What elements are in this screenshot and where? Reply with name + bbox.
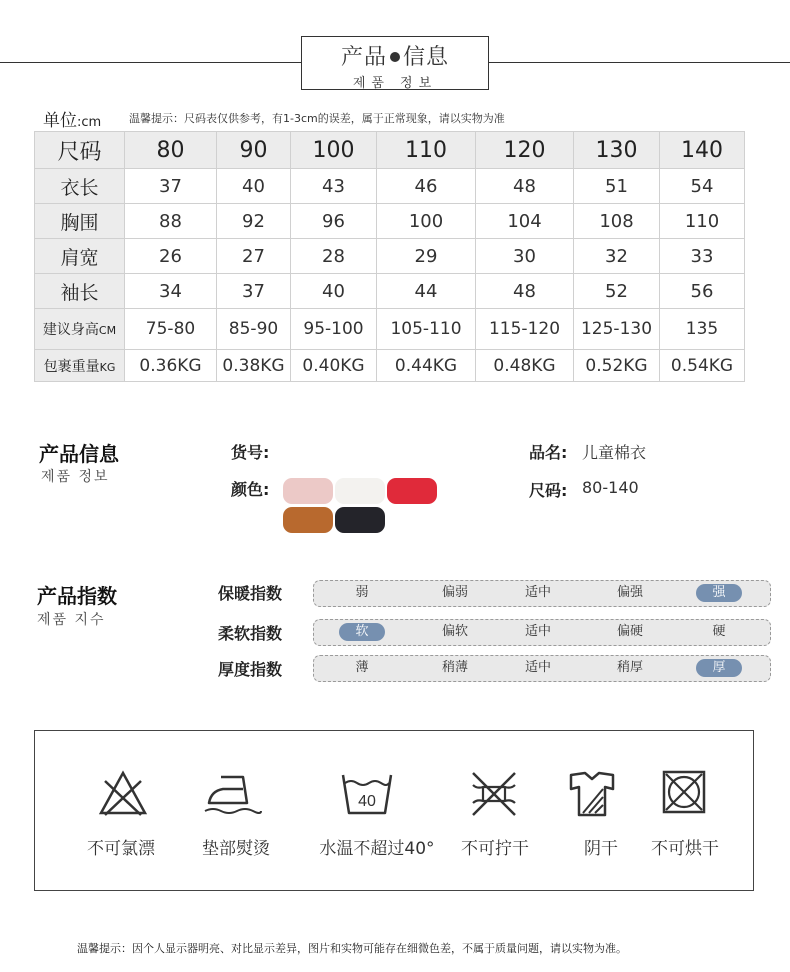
table-cell: 125-130 xyxy=(574,309,660,350)
product-index-subtitle: 제품 지수 xyxy=(37,612,106,628)
item-no-label: 货号: xyxy=(231,443,270,462)
table-row xyxy=(35,239,745,274)
table-cell: 33 xyxy=(660,239,745,274)
care-label: 不可拧干 xyxy=(461,839,529,859)
table-cell: 92 xyxy=(217,204,291,239)
table-cell: 104 xyxy=(476,204,574,239)
shade-dry-icon xyxy=(567,769,617,819)
softness-index-bar xyxy=(313,619,771,646)
care-label: 不可氯漂 xyxy=(87,839,155,859)
table-cell: 28 xyxy=(291,239,377,274)
product-info-title: 产品信息 xyxy=(39,442,119,466)
index-option: 强 xyxy=(696,584,742,602)
index-option: 偏软 xyxy=(441,624,469,639)
table-cell: 0.54KG xyxy=(660,350,745,382)
index-option: 适中 xyxy=(524,585,552,600)
index-option: 稍薄 xyxy=(441,660,469,675)
index-option: 薄 xyxy=(355,660,369,675)
table-cell: 40 xyxy=(291,274,377,309)
title-left: 产品 xyxy=(340,45,387,70)
color-swatch-white[interactable] xyxy=(335,478,385,504)
index-option: 厚 xyxy=(696,659,742,677)
table-cell: 0.44KG xyxy=(377,350,476,382)
table-cell: 105-110 xyxy=(377,309,476,350)
table-row xyxy=(35,169,745,204)
table-cell: 0.40KG xyxy=(291,350,377,382)
table-cell: 40 xyxy=(217,169,291,204)
table-cell: 56 xyxy=(660,274,745,309)
row-label: 衣长 xyxy=(35,169,125,204)
color-swatch-black[interactable] xyxy=(335,507,385,533)
product-name-label: 品名: xyxy=(529,443,568,462)
row-label: 肩宽 xyxy=(35,239,125,274)
unit-label xyxy=(43,106,101,131)
table-cell: 34 xyxy=(125,274,217,309)
size-table xyxy=(34,131,745,382)
index-option: 硬 xyxy=(712,624,726,639)
no-wring-icon xyxy=(469,769,519,819)
index-option: 适中 xyxy=(524,624,552,639)
row-label: 胸围 xyxy=(35,204,125,239)
size-header: 100 xyxy=(291,132,377,169)
table-cell: 44 xyxy=(377,274,476,309)
table-header-label: 尺码 xyxy=(35,132,125,169)
table-row xyxy=(35,204,745,239)
size-range-value: 80-140 xyxy=(582,478,639,497)
row-label-unit: CM xyxy=(98,324,117,337)
header-line-left xyxy=(0,62,301,63)
page-title xyxy=(302,40,488,71)
care-label: 不可烘干 xyxy=(651,839,719,859)
table-cell: 135 xyxy=(660,309,745,350)
row-label-text: 建议身高 xyxy=(42,322,99,338)
care-instructions-box xyxy=(34,730,754,891)
index-option: 适中 xyxy=(524,660,552,675)
table-cell: 26 xyxy=(125,239,217,274)
size-header: 120 xyxy=(476,132,574,169)
row-label xyxy=(35,309,125,350)
size-header: 140 xyxy=(660,132,745,169)
table-cell: 88 xyxy=(125,204,217,239)
wash-40-icon xyxy=(339,769,395,819)
care-label: 水温不超过40° xyxy=(319,839,435,859)
table-row xyxy=(35,350,745,382)
thickness-index-label: 厚度指数 xyxy=(218,660,283,679)
size-header: 80 xyxy=(125,132,217,169)
warmth-index-label: 保暖指数 xyxy=(218,584,283,603)
row-label-unit: KG xyxy=(99,360,116,374)
product-index-title: 产品指数 xyxy=(37,584,117,608)
index-option: 偏弱 xyxy=(441,585,469,600)
row-label xyxy=(35,350,125,382)
table-cell: 110 xyxy=(660,204,745,239)
table-cell: 32 xyxy=(574,239,660,274)
size-header: 110 xyxy=(377,132,476,169)
thickness-index-bar xyxy=(313,655,771,682)
index-option: 软 xyxy=(339,623,385,641)
size-table-tip: 温馨提示：尺码表仅供参考，有1-3cm的误差，属于正常现象，请以实物为准 xyxy=(129,112,505,125)
color-swatch-brown[interactable] xyxy=(283,507,333,533)
header-line-right xyxy=(489,62,790,63)
care-label: 垫部熨烫 xyxy=(202,839,270,859)
table-cell: 46 xyxy=(377,169,476,204)
table-header-row xyxy=(35,132,745,169)
row-label-text: 包裹重量 xyxy=(43,358,100,375)
index-option: 偏强 xyxy=(616,585,644,600)
table-cell: 48 xyxy=(476,169,574,204)
table-cell: 96 xyxy=(291,204,377,239)
table-cell: 0.38KG xyxy=(217,350,291,382)
table-cell: 54 xyxy=(660,169,745,204)
section-title-box xyxy=(301,36,489,90)
table-cell: 95-100 xyxy=(291,309,377,350)
table-row xyxy=(35,274,745,309)
row-label: 袖长 xyxy=(35,274,125,309)
wash-temp-text: 40 xyxy=(358,793,376,810)
table-cell: 52 xyxy=(574,274,660,309)
index-option: 弱 xyxy=(355,585,369,600)
title-dot-icon xyxy=(390,52,400,62)
table-cell: 37 xyxy=(217,274,291,309)
unit-value: :cm xyxy=(77,115,102,130)
iron-with-cloth-icon xyxy=(203,769,263,819)
no-tumble-dry-icon xyxy=(661,769,707,815)
size-header: 130 xyxy=(574,132,660,169)
color-swatch-red[interactable] xyxy=(387,478,437,504)
product-info-subtitle: 제품 정보 xyxy=(41,469,110,485)
table-cell: 115-120 xyxy=(476,309,574,350)
table-cell: 27 xyxy=(217,239,291,274)
table-cell: 43 xyxy=(291,169,377,204)
table-cell: 108 xyxy=(574,204,660,239)
size-header: 90 xyxy=(217,132,291,169)
table-cell: 37 xyxy=(125,169,217,204)
color-label: 颜色: xyxy=(231,480,270,499)
table-cell: 0.52KG xyxy=(574,350,660,382)
table-row xyxy=(35,309,745,350)
table-cell: 30 xyxy=(476,239,574,274)
footer-tip: 温馨提示：因个人显示器明亮、对比显示差异，图片和实物可能存在细微色差，不属于质量问题，请以实物为准。 xyxy=(77,942,627,955)
table-cell: 85-90 xyxy=(217,309,291,350)
care-label: 阴干 xyxy=(584,839,618,859)
page-subtitle: 제품 정보 xyxy=(352,76,438,91)
size-range-label: 尺码: xyxy=(529,481,568,500)
table-cell: 29 xyxy=(377,239,476,274)
table-cell: 100 xyxy=(377,204,476,239)
table-cell: 0.36KG xyxy=(125,350,217,382)
product-name-value: 儿童棉衣 xyxy=(582,443,647,462)
warmth-index-bar xyxy=(313,580,771,607)
table-cell: 51 xyxy=(574,169,660,204)
table-cell: 48 xyxy=(476,274,574,309)
title-right: 信息 xyxy=(403,45,450,70)
unit-label-text: 单位 xyxy=(43,111,77,131)
index-option: 偏硬 xyxy=(616,624,644,639)
index-option: 稍厚 xyxy=(616,660,644,675)
table-cell: 75-80 xyxy=(125,309,217,350)
color-swatch-pink[interactable] xyxy=(283,478,333,504)
table-cell: 0.48KG xyxy=(476,350,574,382)
softness-index-label: 柔软指数 xyxy=(218,624,283,643)
no-bleach-icon xyxy=(97,769,149,819)
